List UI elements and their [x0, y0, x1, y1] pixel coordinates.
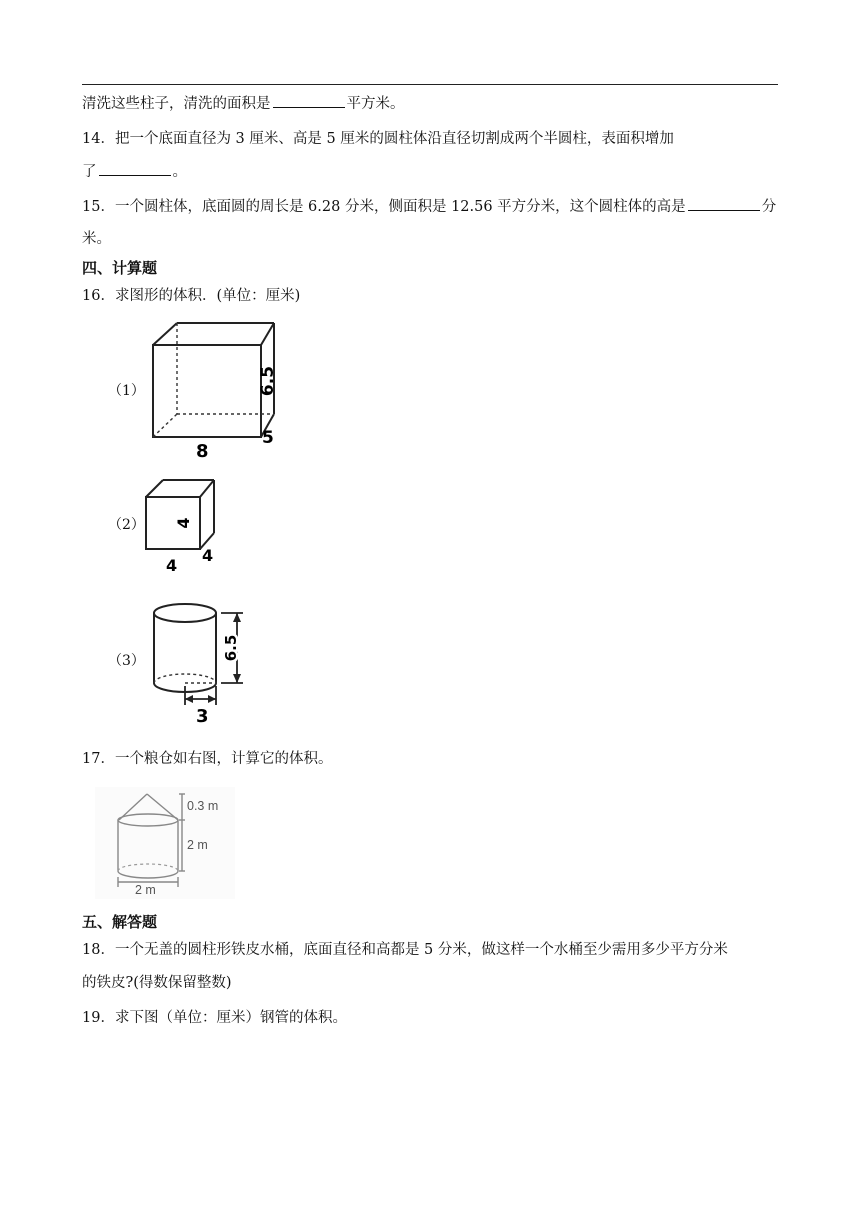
q19-line: [82, 1008, 347, 1028]
granary-cone-height-label: 0.3 m: [187, 799, 219, 813]
q13-unit: 平方米。: [346, 96, 405, 112]
q13-answer-blank[interactable]: [273, 93, 345, 108]
q16-line: [82, 286, 300, 306]
q17-text: 一个粮仓如右图，计算它的体积。: [114, 751, 333, 767]
q18-line1: [82, 940, 728, 960]
q15-number: 15．: [82, 199, 115, 215]
q15-text: 一个圆柱体，底面圆的周长是 6.28 分米，侧面积是 12.56 平方分米，这个圆柱体的高是: [114, 199, 686, 215]
q14-text-cont: 了: [82, 164, 97, 180]
granary-figure: [95, 787, 235, 899]
q18-text: 一个无盖的圆柱形铁皮水桶，底面直径和高都是 5 分米，做这样一个水桶至少需用多少平方分米: [114, 942, 728, 958]
granary-diameter-label: 2 m: [135, 883, 156, 897]
cube-side-edge-label: 4: [202, 546, 214, 565]
section-heading-4: 四、计算题: [82, 259, 158, 277]
granary-cylinder-height-label: 2 m: [187, 838, 208, 852]
figure2-label: （2）: [108, 517, 145, 533]
q14-text: 把一个底面直径为 3 厘米、高是 5 厘米的圆柱体沿直径切割成两个半圆柱，表面积增加: [114, 131, 674, 147]
q18-number: 18．: [82, 942, 115, 958]
cylinder-height-label: 6.5: [222, 634, 240, 662]
cube-figure: [140, 475, 230, 575]
q17-number: 17．: [82, 751, 115, 767]
cylinder-radius-label: 3: [196, 706, 209, 727]
cylinder-figure: [145, 598, 255, 728]
cube-height-label: 4: [174, 517, 193, 529]
q15-text-cont: 米。: [82, 231, 111, 247]
cube-front-edge-label: 4: [166, 556, 178, 575]
q17-line: [82, 749, 332, 769]
figure1-label: （1）: [108, 383, 145, 399]
q16-text: 求图形的体积．(单位：厘米): [114, 288, 301, 304]
q19-text: 求下图（单位：厘米）钢管的体积。: [114, 1010, 347, 1026]
q14-line2: [82, 161, 187, 182]
q14-number: 14．: [82, 131, 115, 147]
q14-period: 。: [172, 164, 187, 180]
q13-text: 清洗这些柱子，清洗的面积是: [82, 96, 271, 112]
section-heading-5: 五、解答题: [82, 913, 158, 931]
q15-line2: [82, 229, 111, 249]
header-rule: [82, 84, 778, 85]
q14-line1: [82, 129, 674, 149]
q18-line2: [82, 973, 232, 993]
q15-answer-blank[interactable]: [688, 196, 760, 211]
q15-unit: 分: [761, 199, 777, 215]
figure3-label: （3）: [108, 653, 145, 669]
q16-number: 16．: [82, 288, 115, 304]
cuboid-height-label: 6.5: [258, 365, 278, 397]
cuboid-width-label: 5: [262, 428, 274, 448]
q19-number: 19．: [82, 1010, 115, 1026]
q14-answer-blank[interactable]: [99, 161, 171, 176]
q18-text-cont: 的铁皮?(得数保留整数): [82, 975, 232, 991]
q15-line1: [82, 196, 776, 217]
cuboid-length-label: 8: [196, 441, 209, 462]
cuboid-figure: [140, 315, 290, 465]
q13-continuation: [82, 93, 405, 114]
